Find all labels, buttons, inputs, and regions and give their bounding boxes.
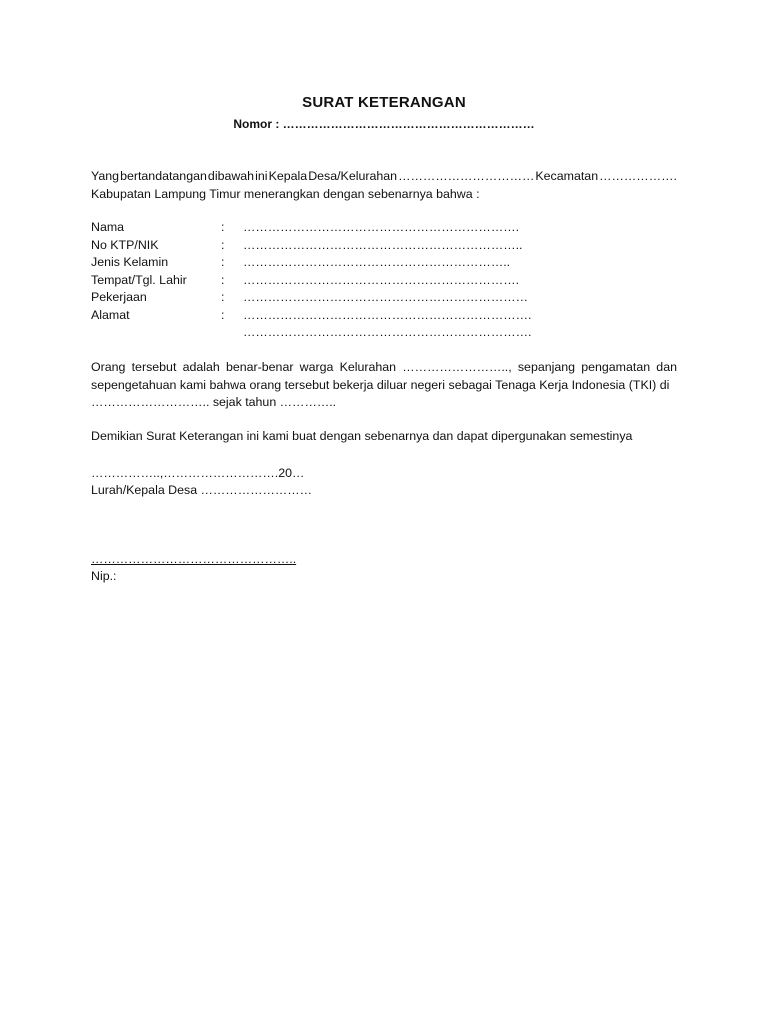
body-line-3: ……………………….. sejak tahun ………….. xyxy=(91,395,337,409)
nip-label: Nip.: xyxy=(91,569,117,583)
field-row-jenis-kelamin xyxy=(91,254,531,272)
body-line-1 xyxy=(91,359,677,377)
field-label: No KTP/NIK xyxy=(91,237,159,252)
body-word: adalah xyxy=(182,360,220,374)
body-word: Orang xyxy=(91,360,126,374)
field-value: ……………………………………………………………. xyxy=(243,307,532,322)
body-line-2: sepengetahuan kami bahwa orang tersebut bekerja diluar negeri sebagai Tenaga Kerja Indonesia (TKI) di xyxy=(91,377,670,392)
field-label: Tempat/Tgl. Lahir xyxy=(91,272,187,287)
intro-word: Yang xyxy=(91,169,120,183)
field-row-alamat xyxy=(91,307,531,325)
body-word: sepanjang xyxy=(517,360,576,374)
field-value: …………………………………………………………. xyxy=(243,272,520,287)
body-word: …………………….., xyxy=(402,360,512,374)
field-colon: : xyxy=(221,220,225,234)
field-row-nik xyxy=(91,237,531,255)
intro-word: ………………. xyxy=(599,169,677,183)
field-row-tempat-lahir xyxy=(91,272,531,290)
field-row-pekerjaan xyxy=(91,289,531,307)
body-word: pengamatan xyxy=(581,360,651,374)
intro-line-1 xyxy=(91,168,677,186)
field-colon xyxy=(221,324,243,342)
intro-line-2: Kabupatan Lampung Timur menerangkan dengan sebenarnya bahwa : xyxy=(91,186,480,201)
identity-fields xyxy=(91,219,531,342)
body-word: benar-benar xyxy=(225,360,294,374)
intro-word: Kecamatan xyxy=(535,169,599,183)
field-value: ……………………………………………………….. xyxy=(243,255,511,269)
field-label: Nama xyxy=(91,220,125,234)
field-colon: : xyxy=(221,237,225,252)
field-value: …………………………………………………………. xyxy=(243,220,520,234)
field-label xyxy=(91,324,221,342)
place-date: ……………..,……………………….20… xyxy=(91,466,305,480)
field-value: ………………………………………………………….. xyxy=(243,237,523,252)
closing-text: Demikian Surat Keterangan ini kami buat dengan sebenarnya dan dapat dipergunakan semestinya xyxy=(91,429,633,443)
signature-name-line: ………………………………………….. xyxy=(91,552,297,566)
field-colon: : xyxy=(221,272,225,287)
field-row-nama xyxy=(91,219,531,237)
intro-word: Kepala xyxy=(268,169,308,183)
official-title: Lurah/Kepala Desa ……………………… xyxy=(91,483,313,497)
field-label: Alamat xyxy=(91,307,130,322)
field-label: Pekerjaan xyxy=(91,290,147,304)
field-colon: : xyxy=(221,307,225,322)
document-number: Nomor : ……………………………………………………… xyxy=(233,117,535,131)
field-value: ……………………………………………………………. xyxy=(243,325,532,339)
field-label: Jenis Kelamin xyxy=(91,255,169,269)
document-title: SURAT KETERANGAN xyxy=(302,94,466,111)
intro-word: dibawah xyxy=(207,169,255,183)
body-word: tersebut xyxy=(131,360,177,374)
intro-word: …………………………… xyxy=(398,169,535,183)
intro-word: Desa/Kelurahan xyxy=(308,169,398,183)
body-word: warga xyxy=(299,360,334,374)
body-word: Kelurahan xyxy=(339,360,397,374)
body-word: dan xyxy=(656,360,677,374)
intro-word: bertandatangan xyxy=(120,169,207,183)
closing-paragraph xyxy=(91,428,677,446)
field-value: …………………………………………………………… xyxy=(243,290,528,304)
intro-word: ini xyxy=(255,169,268,183)
field-row-alamat-2 xyxy=(91,324,531,342)
field-colon: : xyxy=(221,255,225,269)
field-colon: : xyxy=(221,290,225,304)
body-paragraph xyxy=(91,359,677,412)
intro-paragraph xyxy=(91,168,677,203)
